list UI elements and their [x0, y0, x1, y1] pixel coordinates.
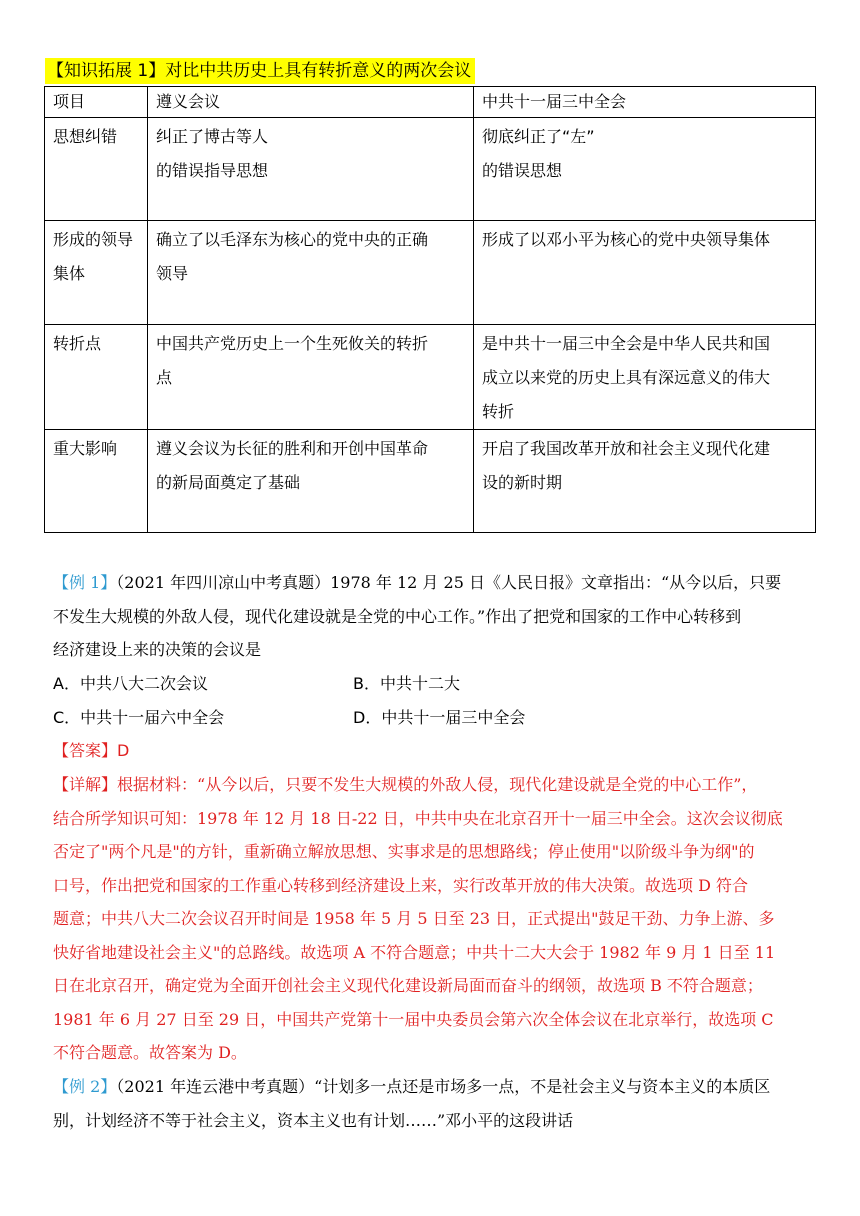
plenum-cell	[474, 118, 816, 221]
plenum-cell	[474, 325, 816, 430]
table-row	[45, 325, 816, 430]
cell-line: 成立以来党的历史上具有深远意义的伟大	[482, 368, 771, 387]
question-line	[53, 566, 813, 600]
cell-line: 纠正了博古等人	[156, 127, 269, 146]
cell-line: 的新局面奠定了基础	[156, 473, 301, 492]
cell-line: 的错误指导思想	[156, 161, 269, 180]
cell-line: 遵义会议为长征的胜利和开创中国革命	[156, 439, 429, 458]
zunyi-cell	[148, 325, 474, 430]
explanation	[53, 768, 813, 1070]
header-cell-zunyi: 遵义会议	[148, 87, 474, 118]
cell-line: 是中共十一届三中全会是中华人民共和国	[482, 334, 771, 353]
option-d: D．中共十一届三中全会	[353, 707, 526, 727]
cell-line: 确立了以毛泽东为核心的党中央的正确	[156, 230, 429, 249]
cell-line: 形成的领导	[53, 230, 134, 249]
zunyi-cell	[148, 430, 474, 533]
row-label: 重大影响	[45, 430, 148, 533]
options-row	[53, 701, 813, 735]
example-1-question	[53, 566, 813, 667]
explanation-text: 根据材料：“从今以后，只要不发生大规模的外敌人侵，现代化建设就是全党的中心工作”，	[117, 775, 758, 794]
plenum-cell	[474, 221, 816, 325]
table-header-row	[45, 87, 816, 118]
table-row	[45, 118, 816, 221]
zunyi-cell	[148, 118, 474, 221]
plenum-cell	[474, 430, 816, 533]
option-a: A．中共八大二次会议	[53, 674, 208, 693]
question-line: 别，计划经济不等于社会主义，资本主义也有计划……”邓小平的这段讲话	[53, 1110, 574, 1130]
question-text: （2021 年四川凉山中考真题）1978 年 12 月 25 日《人民日报》文章指出：“从今以后，只要	[116, 573, 782, 592]
example-1-options	[53, 667, 813, 734]
cell-line: 开启了我国改革开放和社会主义现代化建	[482, 439, 771, 458]
row-label: 思想纠错	[45, 118, 148, 221]
explanation-line	[53, 768, 813, 802]
cell-line: 转折	[482, 402, 515, 421]
explanation-line: 题意；中共八大二次会议召开时间是 1958 年 5 月 5 日至 23 日，正式提出"鼓足干劲、力争上游、多	[53, 909, 775, 928]
zunyi-cell	[148, 221, 474, 325]
explanation-line: 否定了"两个凡是"的方针，重新确立解放思想、实事求是的思想路线；停止使用"以阶级斗争为纲"的	[53, 842, 755, 861]
explanation-line: 不符合题意。故答案为 D。	[53, 1043, 247, 1062]
option-c: C．中共十一届六中全会	[53, 707, 225, 727]
answer-tag: 【答案】	[53, 741, 118, 760]
question-text: （2021 年连云港中考真题）“计划多一点还是市场多一点，不是社会主义与资本主义的本质区	[116, 1077, 771, 1096]
table-row	[45, 221, 816, 325]
option-b: B．中共十二大	[353, 674, 460, 693]
example-2-question	[53, 1070, 813, 1137]
question-line	[53, 1070, 813, 1104]
example-2-tag: 【例 2】	[53, 1077, 117, 1096]
explanation-line: 口号，作出把党和国家的工作重心转移到经济建设上来，实行改革开放的伟大决策。故选项 D 符合	[53, 875, 749, 895]
section-heading: 【知识拓展 1】对比中共历史上具有转折意义的两次会议	[45, 58, 475, 84]
cell-line: 领导	[156, 264, 189, 283]
cell-line: 形成了以邓小平为核心的党中央领导集体	[482, 230, 771, 249]
header-cell-item: 项目	[45, 87, 148, 118]
cell-line: 中国共产党历史上一个生死攸关的转折	[156, 334, 429, 353]
table-row	[45, 430, 816, 533]
header-cell-plenum: 中共十一届三中全会	[474, 87, 816, 118]
explanation-line: 1981 年 6 月 27 日至 29 日，中国共产党第十一届中央委员会第六次全体会议在北京举行，故选项 C	[53, 1009, 774, 1029]
question-line: 不发生大规模的外敌人侵，现代化建设就是全党的中心工作。”作出了把党和国家的工作中心转移到	[53, 606, 742, 626]
answer-line	[53, 734, 129, 768]
explanation-line: 结合所学知识可知：1978 年 12 月 18 日-22 日，中共中央在北京召开十一届三中全会。这次会议彻底	[53, 808, 783, 828]
cell-line: 点	[156, 368, 173, 387]
cell-line: 彻底纠正了“左”	[482, 127, 595, 146]
detail-tag: 【详解】	[53, 775, 118, 794]
explanation-line: 日在北京召开，确定党为全面开创社会主义现代化建设新局面而奋斗的纲领，故选项 B 不符合题意；	[53, 976, 763, 995]
row-label	[45, 221, 148, 325]
cell-line: 设的新时期	[482, 473, 563, 492]
example-1-tag: 【例 1】	[53, 573, 117, 592]
question-line: 经济建设上来的决策的会议是	[53, 640, 262, 659]
answer-value: D	[117, 741, 130, 760]
cell-line: 集体	[53, 264, 86, 283]
cell-line: 的错误思想	[482, 161, 563, 180]
comparison-table	[44, 86, 816, 533]
explanation-line: 快好省地建设社会主义"的总路线。故选项 A 不符合题意；中共十二大大会于 1982 年 9 月 1 日至 11	[53, 942, 776, 962]
options-row	[53, 667, 813, 701]
row-label: 转折点	[45, 325, 148, 430]
